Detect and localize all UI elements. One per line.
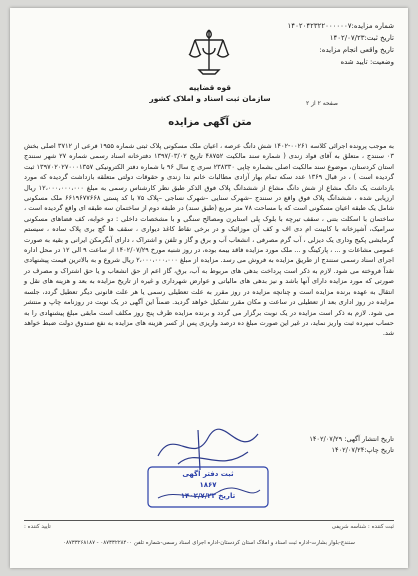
- dates-block: [309, 434, 394, 455]
- auction-body-text: به موجب پرونده اجرائی کلاسه ۰۰۲۶۱-۱۴۰۲ شش دانگ عرصه ، اعیان ملک مسکونی پلاک ثبتی شماره ۱۹۵۵ فرعی از ۳۷۱۲ اصلی بخش ۰۳ سنندج ، متعلق به آقای فواد زندی ( شماره سند مالکیت ۴۸۷۵۲ تاریخ ۱۳۹۷/۰۳/۰۲ دفترخانه اسناد رسمی شماره ۲۷ شهر سنندج استان کردستان، موضوع سند مالکیت اصلی بشماره چاپی ۲۳۸۳۳۰ سری ج سال ۹۶ با شماره دفتر الکترونیکی ۱۳۹۷۰۲۰۲۷۰۰۰۱۳۵۷ ثبت گردیده است ) ، در قبال ۱۳۶۹ عدد سکه تمام بهار آزادی مطالبات خانم ندا زندی و حقوقات دولتی متعلقه بازداشت گردیده که مورد بازداشت یک دانگ مشاع از شش دانگ مشاع از ششدانگ پلاک فوق الذکر طبق نظر کارشناس رسمی به مبلغ ۱۲،۰۰۰،۰۰۰،۰۰۰ ریال ارزیابی شده ، ششدانگ پلاک فوق واقع در سنندج –شهرک سنایی –شهرک نساجی –پلاک ۷۵ با کد پستی ۶۶۱۹۶۷۷۶۶۸ ملک مسکونی شامل یک طبقه اعیان مسکونی است که با مساحت ۷۸ متر مربع (طبق سند) در طبقه دوم از ساختمان سه طبقه ای واقع گردیده است ، ساختمان با اسکلت بتنی ، سقف تیرچه با بلوک پلی استایرن ومصالح سنگی و با مشخصات داخلی : دو خوابه، کف فضاهای مسکونی سرامیک، آشپزخانه با کابینت ام دی اف و کف آن موزائیک و در برخی نقاط کاغذ دیواری ، سقف ها گچ بری پلاک ساده ، سیستم گرمایشی پکیج وداری یک دیزلی ، آب گرم مصرفی ، انشعاب آب و برق و گاز و تلفن و اشتراک ، دارای آبگرمکن ایرانی و بقیه به صورت عمومی مشاعات و ... ، پارکینگ و ... ملک مورد مزایده فاقد بیمه بوده، در روز شنبه مورخ ۱۴۰۲/۰۷/۲۹ از ساعت ۹ الی ۱۲ در محل اداره اجرای اسناد رسمی سنندج از طریق مزایده به فروش می رسد. مزایده از مبلغ ۲،۰۰۰،۰۰۰،۰۰۰ ریال شروع و به بالاترین قیمت پیشنهادی نقداً فروخته می شود. لازم به ذکر است پرداخت بدهی های مربوط به آب، برق، گاز اعم از حق انشعاب و یا حق اشتراک و مصرف در صورتی که مورد مزایده دارای آنها باشد و نیز بدهی های مالیاتی و عوارض شهرداری و غیره از تاریخ مزایده به بعد و هزینه های نقل و انتقال به عهده برنده مزایده است و چنانچه مزایده در روز مقرر به علت تعطیلی رسمی یا هر علت قانونی دیگر تعطیل گردد، جلسه مزایده در روز اداری بعد از تعطیلی در ساعت و مکان مقرر تشکیل خواهد گردید. ضمناً این آگهی در یک نوبت در روزنامه چاپ و منتشر می شود. لازم به ذکر است مزایده در یک نوبت برگزار می گردد و برنده مزایده ظرف پنج روز مکلف است مابقی مبلغ پیشنهادی را به حساب سپرده ثبت واریز نماید، در غیر این صورت مبلغ ده درصد واریزی پس از کسر هزینه های مزایده به نفع صندوق دولت ضبط خواهد شد.: [24, 142, 395, 338]
- publish-date: تاریخ انتشار آگهی: ۱۴۰۲/۰۷/۲۹: [309, 435, 394, 443]
- status-text: وضعیت: تایید شده: [340, 58, 394, 66]
- document-title: متن آگهی مزایده: [168, 117, 252, 128]
- organization-block: [130, 82, 290, 104]
- auction-number: شماره مزایده:۱۴۰۲۰۴۲۳۲۲۰۰۰۰۰۰۷: [287, 22, 394, 30]
- footer-divider: [24, 520, 394, 521]
- stamp-office: ثبت دفتر اگهی: [182, 470, 234, 478]
- org-name: قوه قضاییه: [188, 83, 232, 92]
- approver-label: تایید کننده :: [24, 524, 51, 530]
- print-date: تاریخ چاپ:۱۴۰۲/۰۷/۲۴: [331, 445, 394, 454]
- registration-stamp: [128, 464, 288, 510]
- actual-auction-date: تاریخ واقعی انجام مزایده:: [319, 46, 394, 54]
- document-page: [10, 8, 408, 568]
- office-address: سنندج-بلوار بشارت-اداره ثبت اسناد و املاک استان کردستان-اداره اجرای اسناد رسمی-شماره تلفن ۰۸۷۳۳۲۲۸۴۰۰ - ۰۸۷۳۳۲۶۸۱۸۷: [63, 540, 355, 546]
- page-number: صفحه ۲ از ۲: [306, 100, 338, 107]
- creator-name: ثبت کننده : شناسه شریفی: [331, 524, 394, 530]
- auction-body: [24, 141, 394, 339]
- stamp-number: ۱۸۶۷: [199, 481, 217, 489]
- judiciary-emblem-icon: [181, 24, 237, 80]
- registration-date: تاریخ ثبت:۱۴۰۲/۰۷/۲۳: [329, 34, 394, 42]
- stamp-date: تاریخ ۱۴۰۲/۷/۲۳: [180, 492, 236, 500]
- org-subtitle: سازمان ثبت اسناد و املاک کشور: [149, 94, 271, 103]
- document-header: [288, 20, 394, 68]
